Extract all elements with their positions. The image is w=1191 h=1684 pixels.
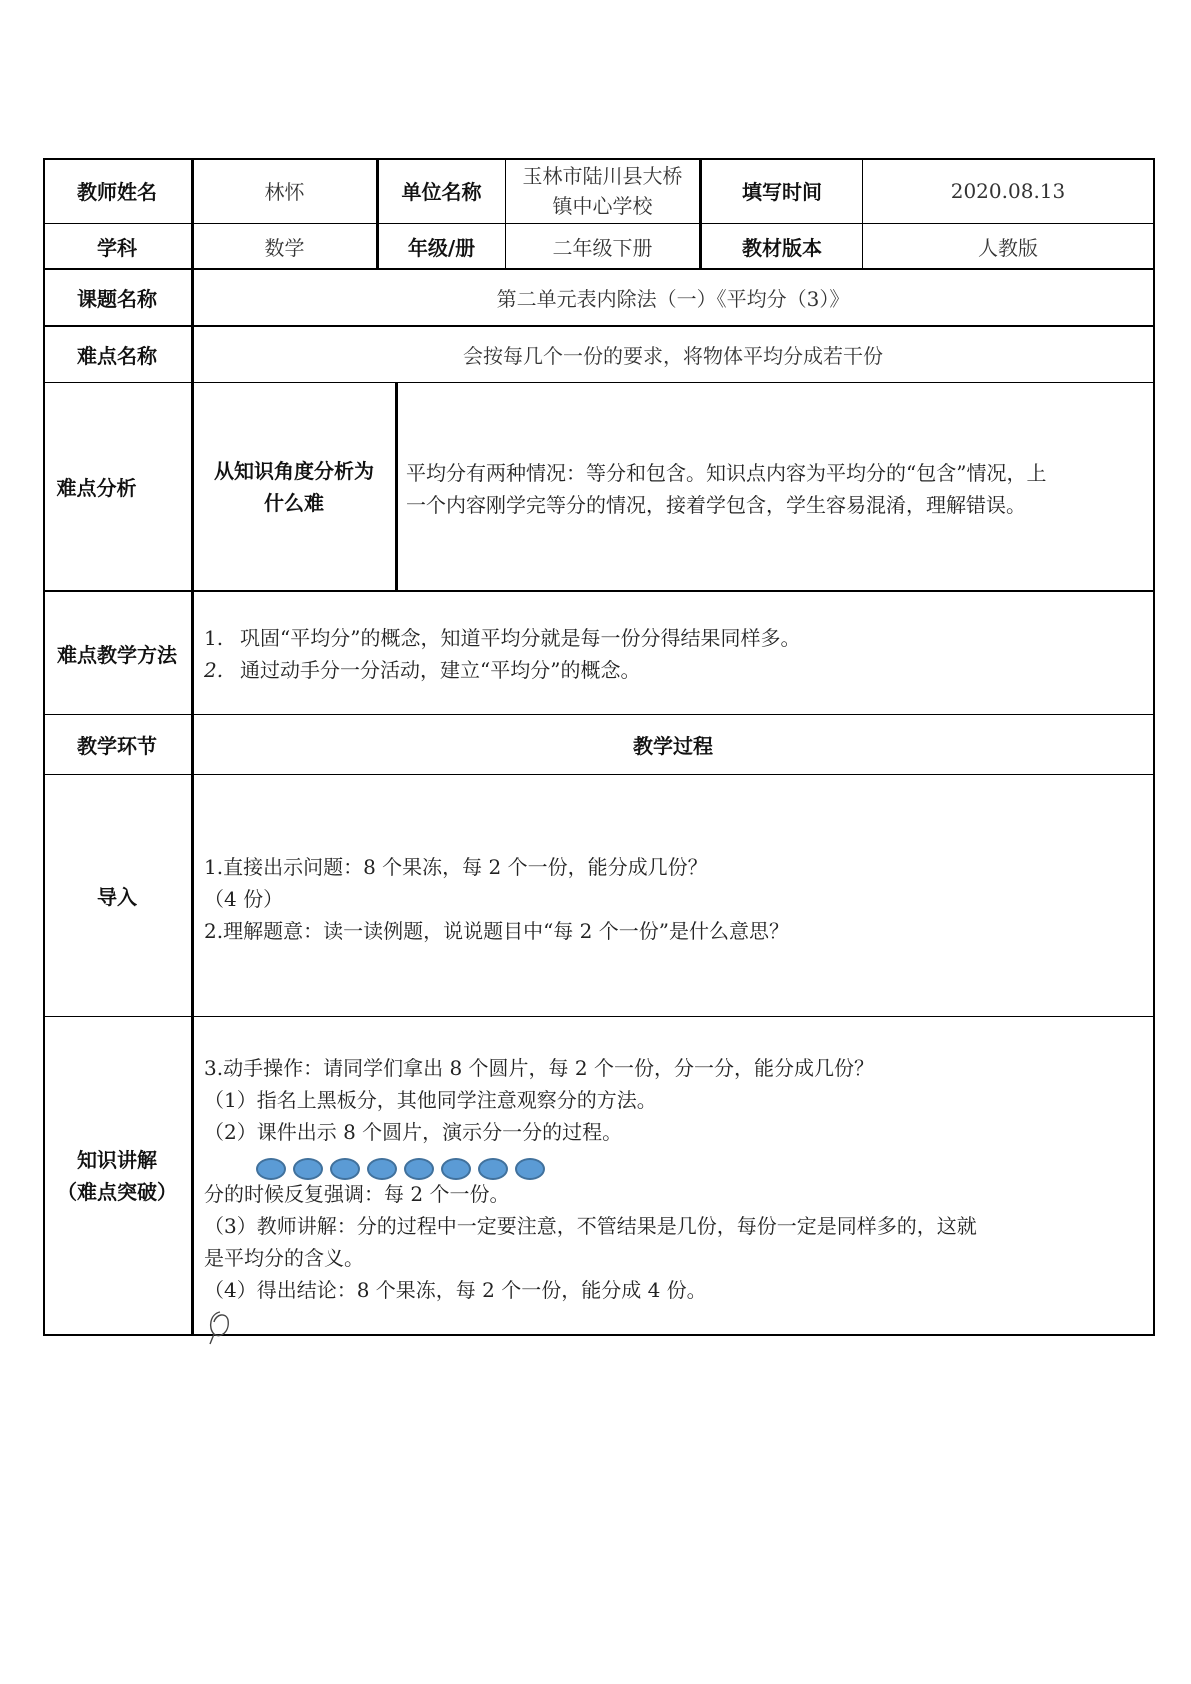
fill-date-label: 填写时间 <box>742 180 822 204</box>
intro-line: （4 份） <box>204 887 284 911</box>
knowledge-text-bottom <box>204 1178 1144 1306</box>
difficulty-label: 难点名称 <box>77 344 157 368</box>
knowledge-text-top <box>204 1052 1144 1148</box>
knowledge-line: 3.动手操作：请同学们拿出 8 个圆片，每 2 个一份，分一分，能分成几份？ <box>204 1056 874 1080</box>
grade-label: 年级/册 <box>407 235 476 260</box>
unit-name-label: 单位名称 <box>401 180 482 204</box>
disc-8 <box>515 1158 545 1180</box>
disc-1 <box>256 1158 286 1180</box>
grade-value: 二年级下册 <box>552 235 653 260</box>
disc-3 <box>330 1158 360 1180</box>
disc-4 <box>367 1158 397 1180</box>
disc-2 <box>293 1158 323 1180</box>
disc-6 <box>441 1158 471 1180</box>
unit-name-value <box>506 158 699 223</box>
subject-value: 数学 <box>264 235 305 260</box>
knowledge-line: （3）教师讲解：分的过程中一定要注意，不管结果是几份，每份一定是同样多的，这就 <box>204 1214 977 1238</box>
handwritten-mark <box>204 1308 238 1348</box>
disc-5 <box>404 1158 434 1180</box>
intro-line: 1.直接出示问题：8 个果冻，每 2 个一份，能分成几份？ <box>204 855 708 879</box>
knowledge-label-line2: （难点突破） <box>57 1179 177 1204</box>
method-item-text: 巩固“平均分”的概念，知道平均分就是每一份分得结果同样多。 <box>240 626 801 650</box>
analysis-sub-label-line1: 从知识角度分析为 <box>214 458 374 483</box>
knowledge-line: 分的时候反复强调：每 2 个一份。 <box>204 1182 510 1206</box>
knowledge-line: （2）课件出示 8 个圆片，演示分一分的过程。 <box>204 1120 623 1144</box>
knowledge-label-line1: 知识讲解 <box>77 1147 157 1172</box>
unit-name-line2: 镇中心学校 <box>552 193 653 218</box>
analysis-label: 难点分析 <box>56 476 137 500</box>
analysis-text <box>406 457 1146 521</box>
analysis-text-line1: 平均分有两种情况：等分和包含。知识点内容为平均分的“包含”情况，上 <box>406 461 1047 485</box>
analysis-sub-label-line2: 什么难 <box>264 490 324 515</box>
intro-text <box>204 851 1144 947</box>
textbook-edition-label: 教材版本 <box>742 235 822 260</box>
teaching-process-heading: 教学过程 <box>633 734 713 758</box>
knowledge-line: 是平均分的含义。 <box>204 1246 364 1270</box>
teaching-method-label: 难点教学方法 <box>57 642 177 667</box>
col-divider <box>395 382 398 590</box>
knowledge-line: （1）指名上黑板分，其他同学注意观察分的方法。 <box>204 1088 657 1112</box>
subject-label: 学科 <box>97 235 137 260</box>
row-divider <box>43 590 1155 592</box>
intro-label: 导入 <box>97 885 137 909</box>
knowledge-label <box>43 1017 191 1334</box>
fill-date-value: 2020.08.13 <box>950 178 1066 203</box>
topic-label: 课题名称 <box>77 287 157 311</box>
teaching-stage-label: 教学环节 <box>77 734 157 758</box>
list-number: 2. <box>204 658 224 682</box>
textbook-edition-value: 人教版 <box>978 235 1038 260</box>
teacher-name-value: 林怀 <box>264 180 305 204</box>
intro-line: 2.理解题意：读一读例题，说说题目中“每 2 个一份”是什么意思？ <box>204 919 789 943</box>
teaching-method-item <box>204 654 1144 686</box>
unit-name-line1: 玉林市陆川县大桥 <box>522 163 683 188</box>
disc-7 <box>478 1158 508 1180</box>
analysis-sub-label <box>193 383 395 590</box>
knowledge-line: （4）得出结论：8 个果冻，每 2 个一份，能分成 4 份。 <box>204 1278 707 1302</box>
teaching-method-item <box>204 622 1144 654</box>
list-number: 1. <box>204 626 224 650</box>
difficulty-value: 会按每几个一份的要求，将物体平均分成若干份 <box>463 344 883 368</box>
method-item-text: 通过动手分一分活动，建立“平均分”的概念。 <box>240 658 641 682</box>
teaching-method-list <box>204 622 1144 686</box>
teacher-name-label: 教师姓名 <box>77 180 157 204</box>
analysis-text-line2: 一个内容刚学完等分的情况，接着学包含，学生容易混淆，理解错误。 <box>406 493 1026 517</box>
topic-value: 第二单元表内除法（一）《平均分（3）》 <box>496 287 850 311</box>
row-divider <box>43 1016 1155 1017</box>
row-divider <box>43 774 1155 775</box>
